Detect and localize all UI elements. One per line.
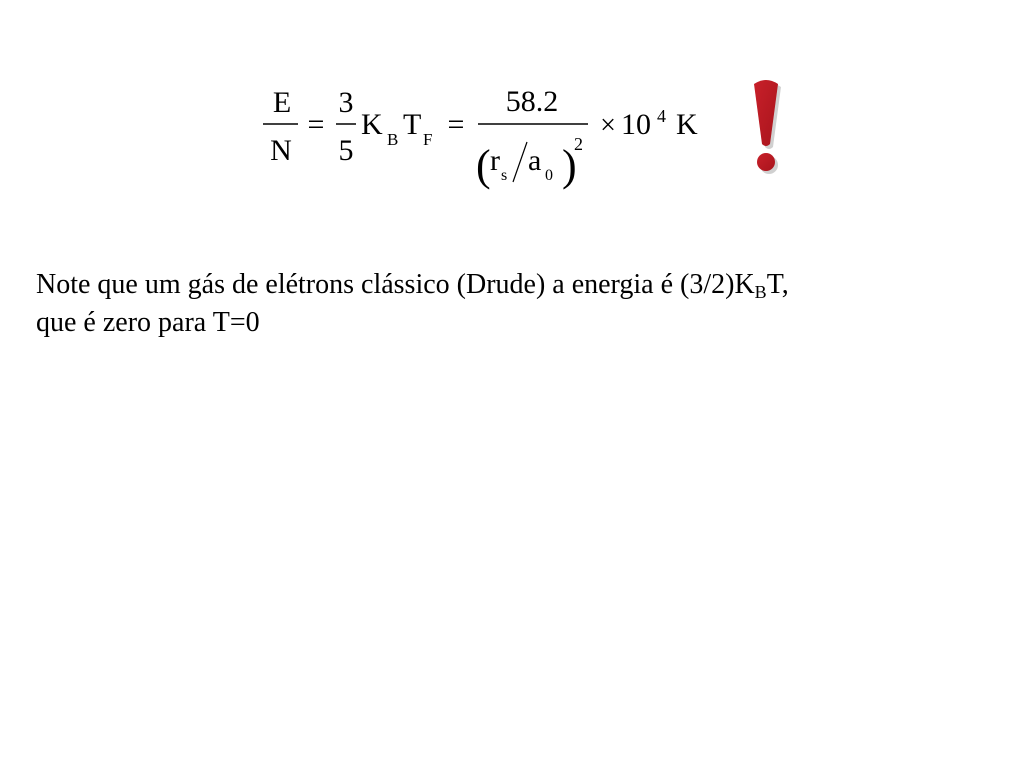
note-line-1-subscript: B [754,282,767,302]
equation-svg [0,0,1024,230]
note-line-2: que é zero para T=0 [36,307,260,338]
note-line-1-prefix: Note que um gás de elétrons clássico (Drude) a energia é (3/2)K [36,269,755,300]
t-subscript: F [423,130,433,149]
r-symbol: r [490,144,500,177]
t-symbol: T [403,108,422,141]
frac-denominator: 5 [338,134,354,167]
paren-close: ) [562,141,577,190]
lhs-numerator: E [272,86,292,119]
a-symbol: a [528,144,542,177]
times-sign: × [600,110,616,141]
k-subscript: B [387,130,399,149]
a-subscript: 0 [545,167,553,184]
note-paragraph [36,266,996,342]
paren-open: ( [476,141,491,190]
r-subscript: s [501,167,508,184]
exclamation-icon [738,70,798,180]
ten-exponent: 4 [657,106,666,126]
k-symbol: K [361,108,383,141]
ratio-slash [513,142,527,182]
unit-symbol: K [676,108,698,141]
ten: 10 [621,108,651,141]
energy-equation [0,0,1024,230]
paren-exponent: 2 [574,134,583,154]
equals-sign-1: = [307,108,325,141]
note-line-1-suffix: T, [766,269,789,300]
equals-sign-2: = [447,108,465,141]
note-line-1 [36,266,996,304]
rhs-numerator: 58.2 [505,85,559,118]
frac-numerator: 3 [338,86,354,119]
lhs-denominator: N [270,134,292,167]
